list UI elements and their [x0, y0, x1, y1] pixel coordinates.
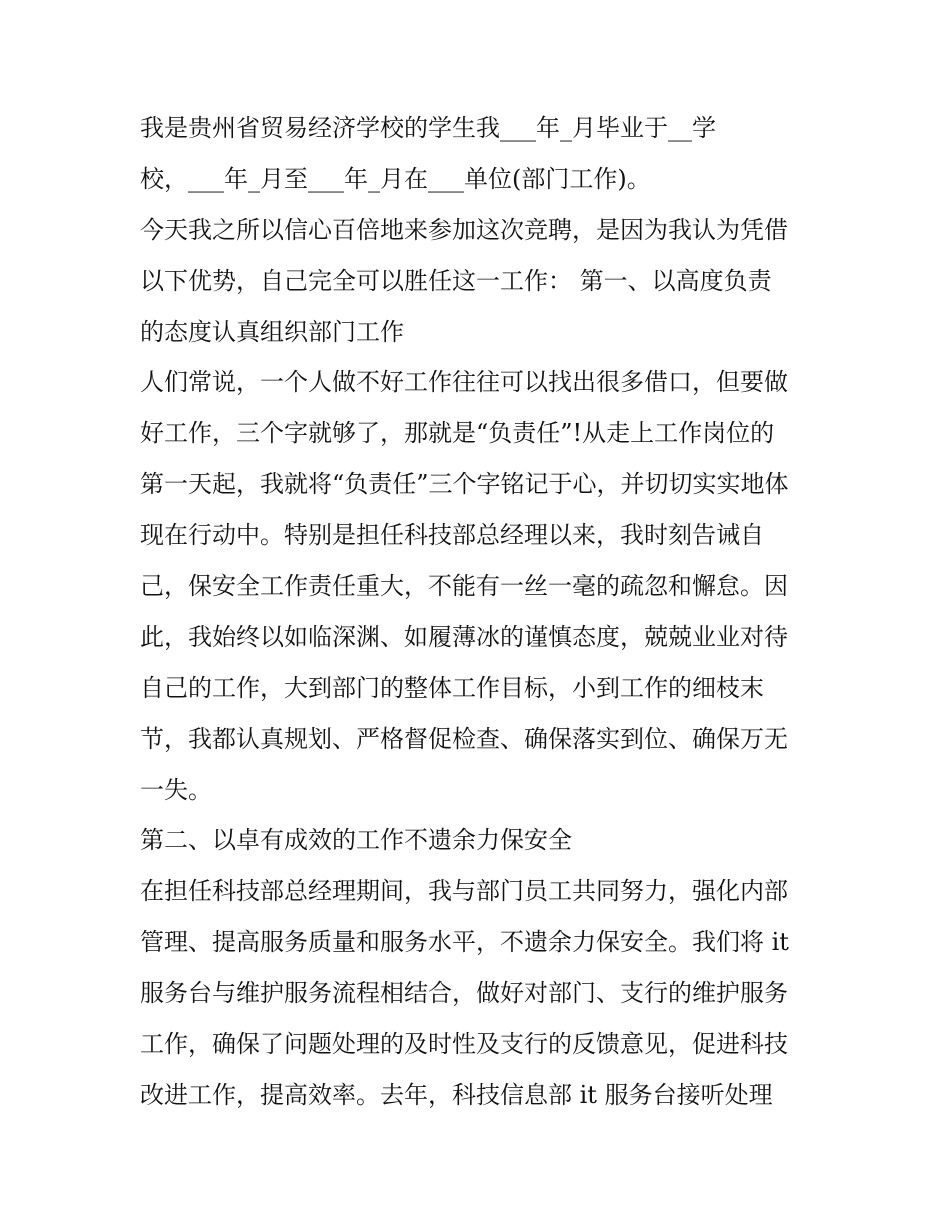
text-line: 我是贵州省贸易经济学校的学生我___年_月毕业于__学 — [140, 114, 716, 142]
text-line: 节，我都认真规划、严格督促检查、确保落实到位、确保万无 — [140, 724, 788, 753]
text-line: 此，我始终以如临深渊、如履薄冰的谨慎态度，兢兢业业对待 — [140, 622, 788, 651]
text-line: 好工作，三个字就够了，那就是“负责任”!从走上工作岗位的 — [140, 419, 775, 448]
text-line: 的态度认真组织部门工作 — [140, 317, 404, 346]
text-line: 工作，确保了问题处理的及时性及支行的反馈意见，促进科技 — [140, 1030, 788, 1059]
document-body — [140, 103, 820, 1121]
text-line: 人们常说，一个人做不好工作往往可以找出很多借口，但要做 — [140, 368, 788, 397]
text-line: 第二、以卓有成效的工作不遗余力保安全 — [140, 826, 572, 855]
text-line: 自己的工作，大到部门的整体工作目标，小到工作的细枝末 — [140, 673, 764, 702]
text-line: 校，___年_月至___年_月在___单位(部门工作)。 — [140, 164, 651, 193]
text-line: 服务台与维护服务流程相结合，做好对部门、支行的维护服务 — [140, 979, 788, 1008]
text-line: 第一天起，我就将“负责任”三个字铭记于心，并切切实实地体 — [140, 470, 789, 499]
text-line: 今天我之所以信心百倍地来参加这次竞聘，是因为我认为凭借 — [140, 215, 788, 244]
text-line: 管理、提高服务质量和服务水平，不遗余力保安全。我们将 it — [140, 928, 789, 957]
text-line: 以下优势，自己完全可以胜任这一工作： 第一、以高度负责 — [140, 266, 772, 295]
text-line: 一失。 — [140, 775, 212, 804]
text-line: 现在行动中。特别是担任科技部总经理以来，我时刻告诫自 — [140, 521, 764, 550]
text-line: 改进工作，提高效率。去年，科技信息部 it 服务台接听处理 — [140, 1080, 773, 1109]
text-line: 己，保安全工作责任重大，不能有一丝一毫的疏忽和懈怠。因 — [140, 572, 788, 601]
text-line: 在担任科技部总经理期间，我与部门员工共同努力，强化内部 — [140, 877, 788, 906]
